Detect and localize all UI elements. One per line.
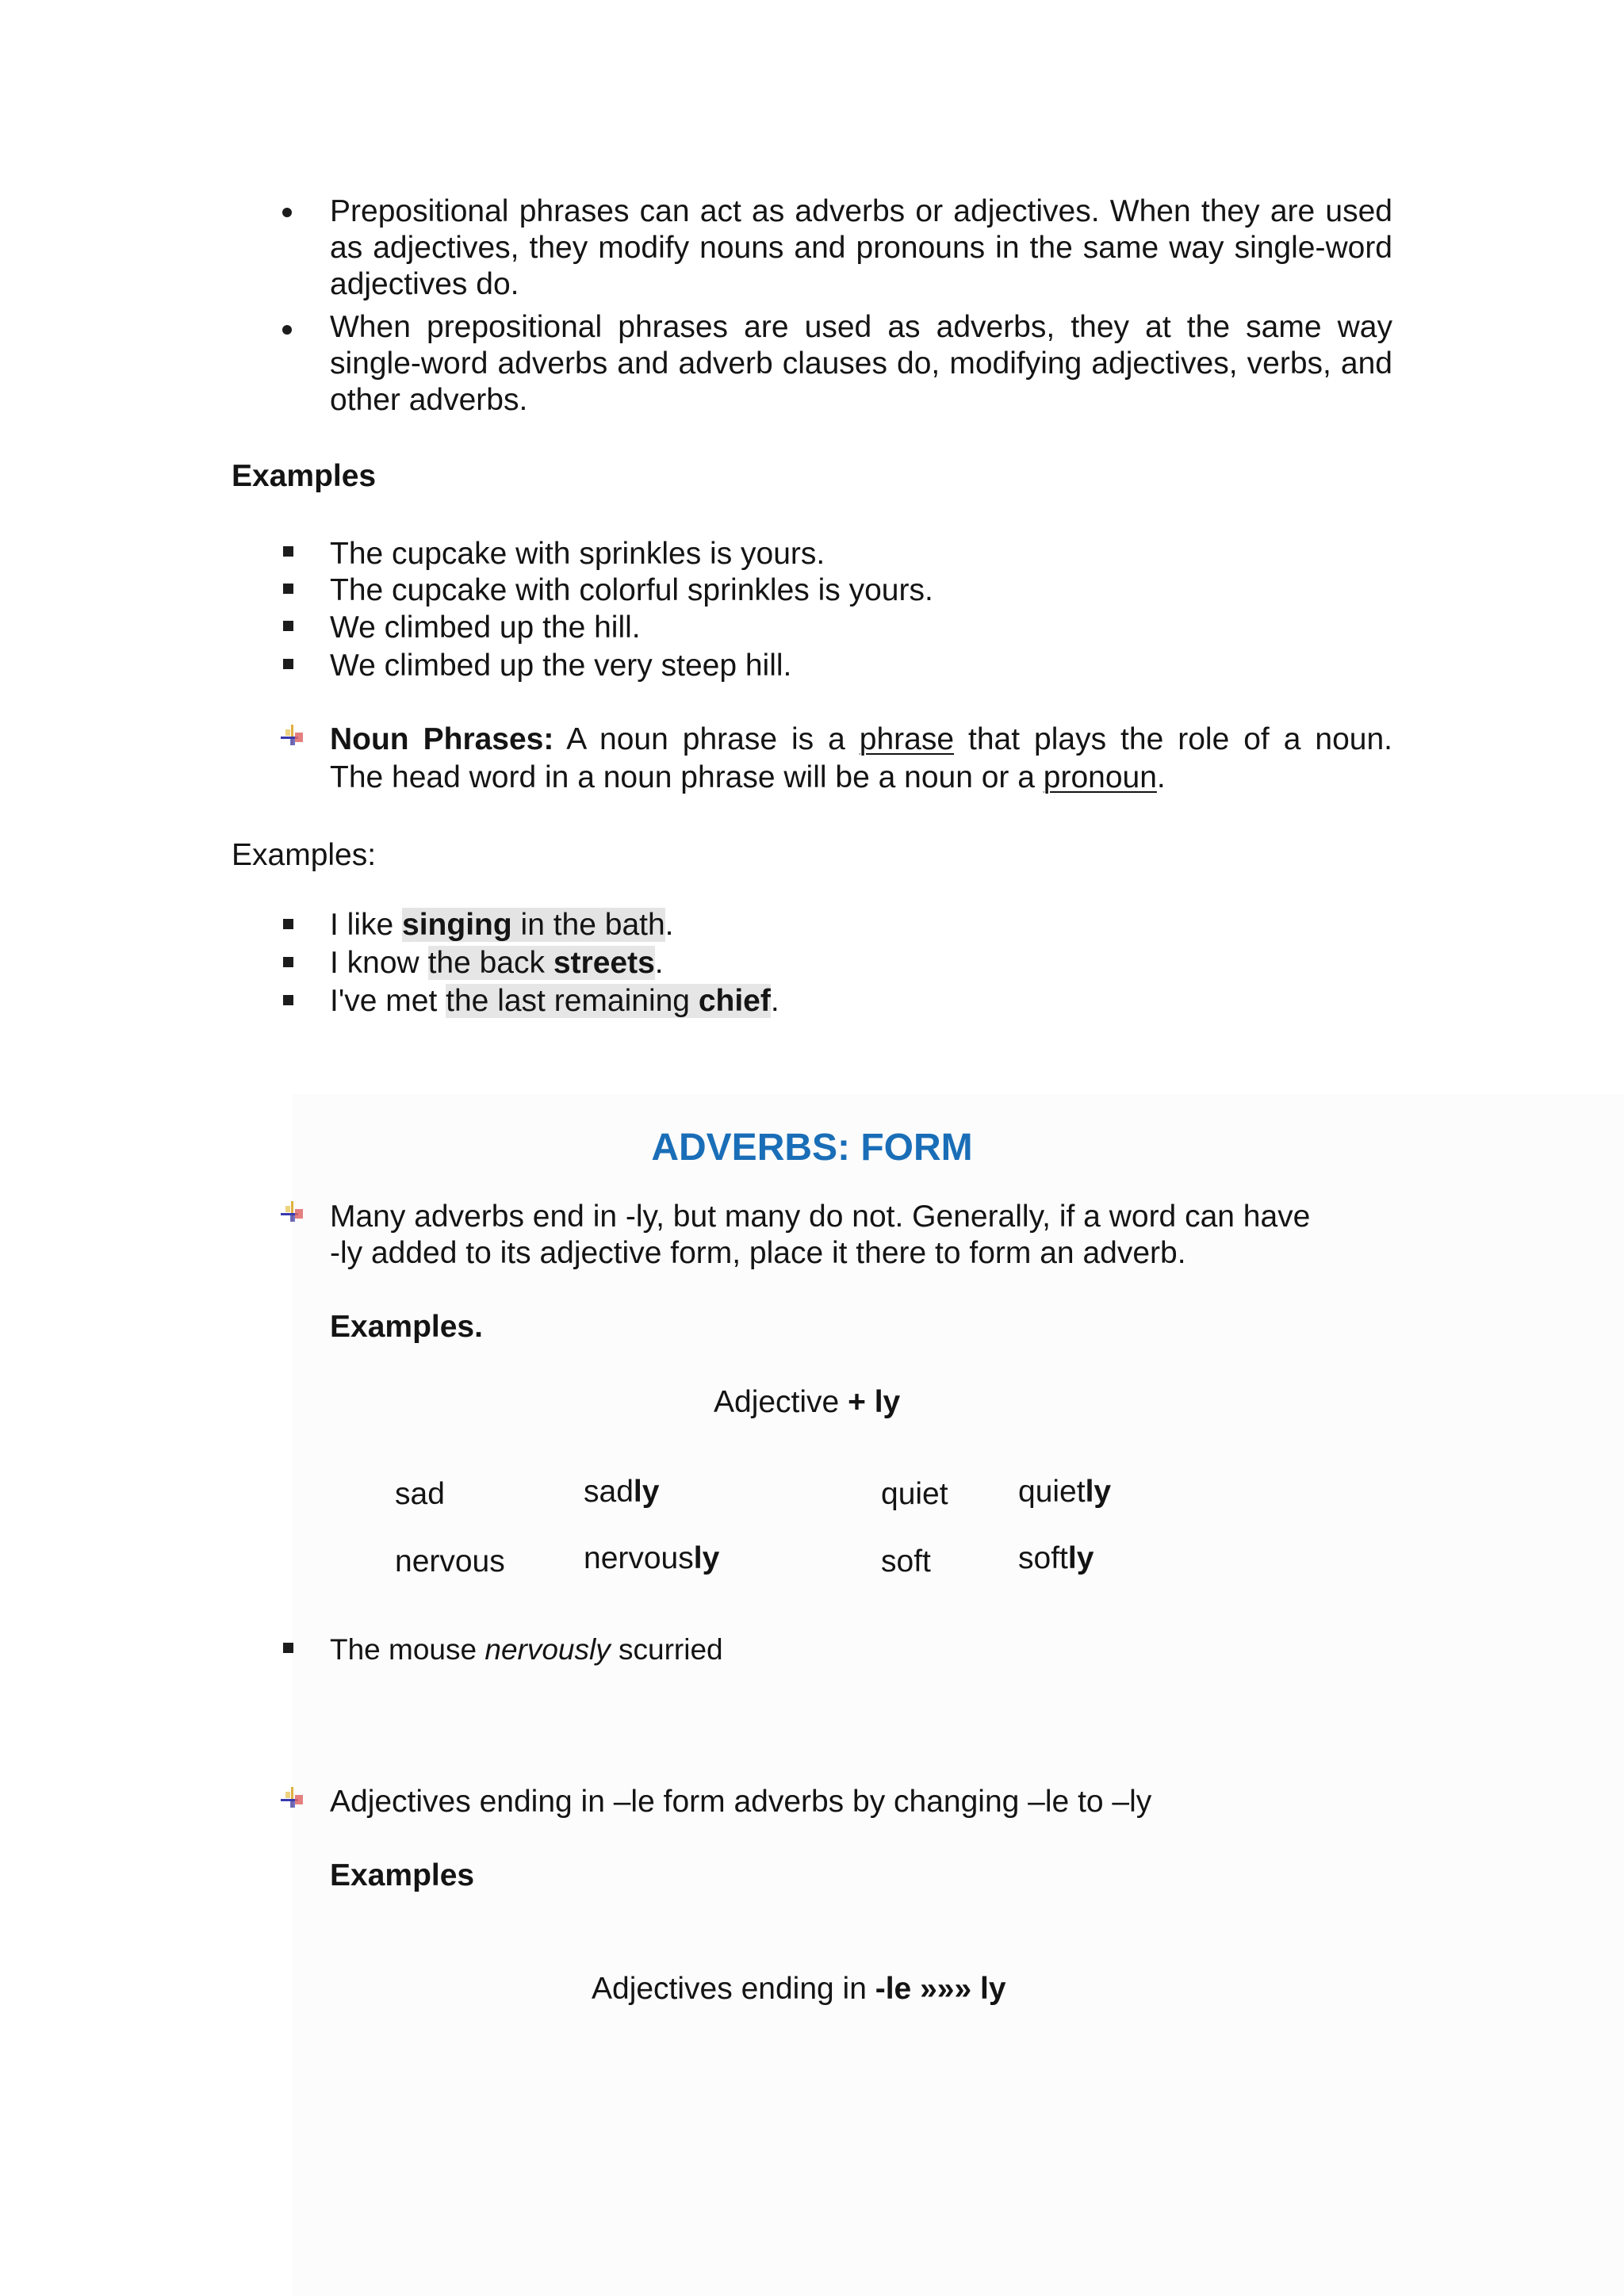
example-text: the last remaining bbox=[446, 984, 699, 1018]
formula-text: Adjective bbox=[714, 1385, 848, 1419]
noun-example-2 bbox=[330, 945, 664, 982]
table-cell-adjective: quiet bbox=[881, 1477, 948, 1511]
example-item: We climbed up the very steep hill. bbox=[330, 649, 792, 683]
square-bullet bbox=[283, 621, 293, 631]
example-text: the back bbox=[427, 946, 553, 980]
square-bullet bbox=[283, 659, 293, 669]
le-ly-formula bbox=[592, 1971, 1006, 2007]
noun-phrases-line-1 bbox=[330, 721, 1392, 758]
noun-phrases-text: that plays the role of a noun. bbox=[954, 722, 1392, 756]
adverbs-point-1-line-2: -ly added to its adjective form, place it there to form an adverb. bbox=[330, 1236, 1186, 1270]
formula-text: Adjectives ending in bbox=[592, 1972, 875, 2006]
example-item: The cupcake with sprinkles is yours. bbox=[330, 537, 825, 571]
phrase-link[interactable]: phrase bbox=[859, 722, 955, 756]
noun-example-1 bbox=[330, 907, 674, 943]
section-title: ADVERBS: FORM bbox=[651, 1127, 973, 1169]
adverbs-point-1-line-1: Many adverbs end in -ly, but many do not. Generally, if a word can have bbox=[330, 1200, 1311, 1234]
examples-heading: Examples bbox=[330, 1858, 475, 1892]
adverb-suffix: ly bbox=[633, 1475, 660, 1509]
example-bold: singing bbox=[402, 908, 512, 942]
adverb-suffix: ly bbox=[1085, 1475, 1112, 1509]
pronoun-link[interactable]: pronoun bbox=[1043, 760, 1157, 794]
noun-example-3 bbox=[330, 983, 779, 1020]
formula-bold: -le »»» ly bbox=[875, 1972, 1006, 2006]
square-bullet bbox=[283, 584, 293, 594]
noun-phrases-text: . bbox=[1156, 760, 1166, 794]
example-item: The cupcake with colorful sprinkles is yours. bbox=[330, 573, 933, 607]
page-shade bbox=[292, 1094, 1624, 2296]
examples-heading: Examples bbox=[232, 459, 377, 493]
formula-bold: + ly bbox=[848, 1385, 901, 1419]
example-text: . bbox=[665, 908, 674, 942]
example-bold: chief bbox=[698, 984, 771, 1018]
adverb-suffix: ly bbox=[1067, 1541, 1094, 1575]
sentence-italic: nervously bbox=[485, 1633, 611, 1666]
bullet-dot bbox=[282, 208, 292, 217]
table-cell-adjective: soft bbox=[881, 1544, 931, 1578]
square-bullet bbox=[283, 546, 293, 557]
sentence-text: scurried bbox=[610, 1633, 723, 1666]
intro-bullet-1: Prepositional phrases can act as adverbs or adjectives. When they are used as adjectives, they modify nouns and pronouns in the same way single-word adjectives do. bbox=[330, 194, 1392, 301]
square-bullet bbox=[283, 995, 293, 1005]
adverb-base: quiet bbox=[1018, 1475, 1086, 1509]
table-cell-adjective: nervous bbox=[395, 1544, 505, 1578]
table-cell-adverb bbox=[1018, 1474, 1111, 1510]
example-bold: streets bbox=[553, 946, 655, 980]
table-cell-adverb bbox=[584, 1474, 659, 1510]
adverb-base: nervous bbox=[584, 1541, 694, 1575]
example-item: We climbed up the hill. bbox=[330, 610, 641, 645]
arrow-bullet-icon bbox=[279, 1200, 304, 1225]
sentence-text: The mouse bbox=[330, 1633, 485, 1666]
example-text: in the bath bbox=[511, 908, 665, 942]
example-text: . bbox=[770, 984, 779, 1018]
noun-phrases-text: A noun phrase is a bbox=[553, 722, 860, 756]
square-bullet bbox=[283, 957, 293, 967]
adverbs-point-2: Adjectives ending in –le form adverbs by changing –le to –ly bbox=[330, 1785, 1152, 1819]
noun-phrases-line-2 bbox=[330, 760, 1166, 796]
noun-phrases-text: The head word in a noun phrase will be a noun or a bbox=[330, 760, 1044, 794]
bullet-dot bbox=[282, 325, 292, 335]
table-cell-adverb bbox=[1018, 1540, 1094, 1577]
table-cell-adverb bbox=[584, 1540, 719, 1577]
examples-heading: Examples. bbox=[330, 1310, 483, 1344]
square-bullet bbox=[283, 919, 293, 929]
adjective-ly-formula bbox=[714, 1384, 900, 1421]
intro-bullet-2: When prepositional phrases are used as adverbs, they at the same way single-word adverbs and adverb clauses do, modifying adjectives, verbs, and other adverbs. bbox=[330, 310, 1392, 417]
example-text: I like bbox=[330, 908, 403, 942]
example-text: I've met bbox=[330, 984, 446, 1018]
table-cell-adjective: sad bbox=[395, 1477, 445, 1511]
example-text: I know bbox=[330, 946, 428, 980]
example-text: . bbox=[654, 946, 664, 980]
adverb-suffix: ly bbox=[693, 1541, 720, 1575]
adverb-base: sad bbox=[584, 1475, 634, 1509]
noun-phrases-label: Noun Phrases: bbox=[330, 722, 554, 756]
adverb-base: soft bbox=[1018, 1541, 1068, 1575]
arrow-bullet-icon bbox=[279, 1785, 304, 1811]
examples-label: Examples: bbox=[232, 838, 377, 872]
adverb-example-sentence bbox=[330, 1632, 723, 1668]
square-bullet bbox=[283, 1643, 293, 1653]
arrow-bullet-icon bbox=[279, 723, 304, 748]
